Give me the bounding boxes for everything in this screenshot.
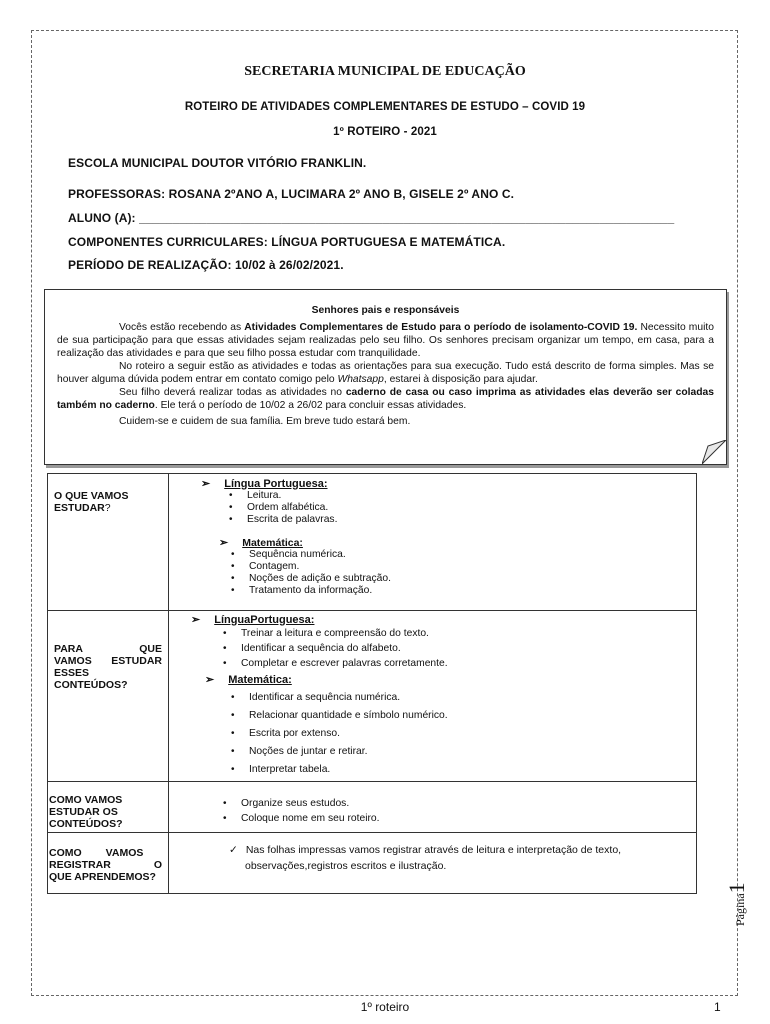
section-heading: ➢ LínguaPortuguesa: <box>191 613 315 626</box>
mat-list <box>169 549 696 597</box>
notice-title: Senhores pais e responsáveis <box>311 305 460 316</box>
notice-box <box>44 289 727 465</box>
row-label-para-que-vamos-estudar: PARA QUE VAMOS ESTUDAR ESSES CONTEÚDOS? <box>48 611 169 782</box>
arrow-bullet-icon: ➢ <box>205 674 215 686</box>
list-item: • Identificar a sequência numérica. <box>249 689 696 707</box>
list-item: • Tratamento da informação. <box>249 585 696 597</box>
table-row <box>48 833 697 894</box>
notice-paragraph-1: Vocês estão recebendo as Atividades Complementares de Estudo para o período de isolamento-COVID 19. Necessito muito de sua participação para que essas atividades sejam realizadas pelo seu filho. Os senhores precisam organizar um tempo, em casa, para a realização das atividades e para que seu filho possa estudar com tranquilidade. <box>57 322 714 359</box>
roteiro-title: ROTEIRO DE ATIVIDADES COMPLEMENTARES DE ESTUDO – COVID 19 <box>184 101 586 113</box>
study-list <box>169 796 696 826</box>
arrow-bullet-icon: ➢ <box>201 478 211 490</box>
side-page-label: Página1 <box>724 882 749 926</box>
list-item: • Contagem. <box>249 561 696 573</box>
lp-list <box>169 490 696 526</box>
escola-name: ESCOLA MUNICIPAL DOUTOR VITÓRIO FRANKLIN. <box>68 156 367 170</box>
professoras: PROFESSORAS: ROSANA 2ºANO A, LUCIMARA 2º ANO B, GISELE 2º ANO C. <box>68 187 515 201</box>
row-content-para-que-vamos-estudar <box>169 611 697 782</box>
mat-list <box>169 689 696 779</box>
row-label-o-que-vamos-estudar: O QUE VAMOS ESTUDAR? <box>48 474 169 611</box>
table-row <box>48 474 697 611</box>
arrow-bullet-icon: ➢ <box>191 614 201 626</box>
section-heading: ➢ Matemática: <box>205 673 292 686</box>
footer-page-number: 1 <box>714 1000 721 1014</box>
list-item: • Interpretar tabela. <box>249 761 696 779</box>
check-icon: ✓ <box>229 844 238 856</box>
list-item: • Noções de juntar e retirar. <box>249 743 696 761</box>
table-row <box>48 611 697 782</box>
list-item: • Coloque nome em seu roteiro. <box>241 811 696 826</box>
notice-paragraph-2: No roteiro a seguir estão as atividades e todas as orientações para sua execução. Tudo está descrito de forma simples. Mas se houver alguma dúvida podem entrar em contato comigo pelo Whatsapp, estarei à disposição para ajudar. <box>57 361 714 385</box>
footer-title: 1º roteiro <box>360 1000 410 1014</box>
aluno-field[interactable]: ALUNO (A): _______________________________________________________________________________ <box>68 211 675 225</box>
list-item: • Identificar a sequência do alfabeto. <box>241 641 696 656</box>
row-content-como-vamos-registrar: ✓ Nas folhas impressas vamos registrar através de leitura e interpretação de texto, observações,registros escritos e ilustração. <box>169 833 697 894</box>
row-content-como-vamos-estudar <box>169 782 697 833</box>
periodo: PERÍODO DE REALIZAÇÃO: 10/02 à 26/02/2021. <box>68 258 344 272</box>
secretaria-title: SECRETARIA MUNICIPAL DE EDUCAÇÃO <box>244 64 526 79</box>
section-heading: ➢ Língua Portuguesa: <box>201 477 328 490</box>
page-curl-icon <box>702 440 726 464</box>
lp-list <box>169 626 696 671</box>
roteiro-number: 1º ROTEIRO - 2021 <box>333 126 437 138</box>
list-item: • Leitura. <box>247 490 696 502</box>
arrow-bullet-icon: ➢ <box>219 537 229 549</box>
componentes: COMPONENTES CURRICULARES: LÍNGUA PORTUGUESA E MATEMÁTICA. <box>68 235 506 249</box>
section-heading: ➢ Matemática: <box>219 536 303 549</box>
row-content-o-que-vamos-estudar <box>169 474 697 611</box>
list-item: • Escrita de palavras. <box>247 514 696 526</box>
row-label-como-vamos-registrar: COMO VAMOS REGISTRAR O QUE APRENDEMOS? <box>48 833 169 894</box>
list-item: • Sequência numérica. <box>249 549 696 561</box>
notice-paragraph-4: Cuidem-se e cuidem de sua família. Em breve tudo estará bem. <box>119 416 411 427</box>
list-item: • Relacionar quantidade e símbolo numérico. <box>249 707 696 725</box>
table-row <box>48 782 697 833</box>
list-item: • Treinar a leitura e compreensão do texto. <box>241 626 696 641</box>
notice-paragraph-3: Seu filho deverá realizar todas as atividades no caderno de casa ou caso imprima as atividades elas deverão ser coladas também no caderno. Ele terá o período de 10/02 a 26/02 para concluir essas atividades. <box>57 387 714 411</box>
list-item: • Ordem alfabética. <box>247 502 696 514</box>
list-item: • Noções de adição e subtração. <box>249 573 696 585</box>
list-item: • Organize seus estudos. <box>241 796 696 811</box>
activities-table <box>47 473 697 894</box>
list-item: • Escrita por extenso. <box>249 725 696 743</box>
list-item: • Completar e escrever palavras corretamente. <box>241 656 696 671</box>
row-label-como-vamos-estudar: COMO VAMOS ESTUDAR OS CONTEÚDOS? <box>48 782 169 833</box>
